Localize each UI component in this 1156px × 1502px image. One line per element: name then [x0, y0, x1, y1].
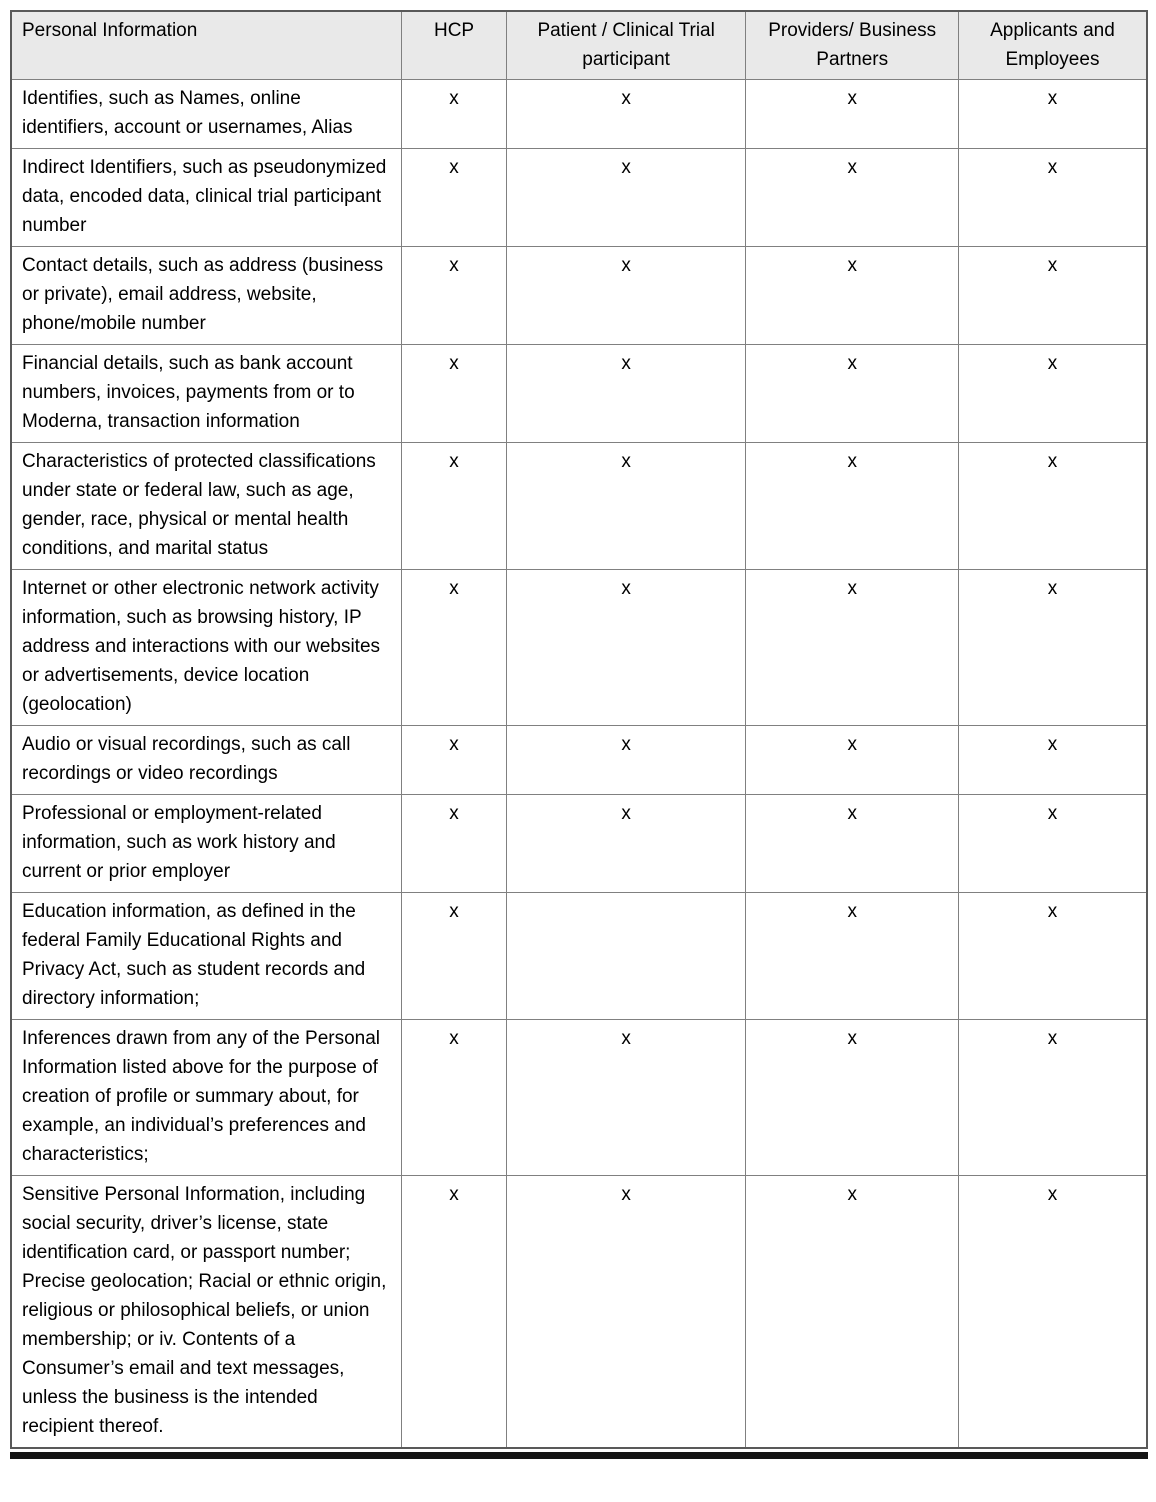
personal-information-table	[10, 10, 1148, 1449]
x-mark-cell: x	[506, 247, 746, 345]
x-mark-cell: x	[958, 345, 1147, 443]
row-label: Education information, as defined in the federal Family Educational Rights and Privacy Act, such as student records and directory information;	[11, 893, 402, 1020]
x-mark-cell: x	[958, 149, 1147, 247]
x-mark-cell: x	[402, 443, 507, 570]
x-mark-cell: x	[958, 247, 1147, 345]
header-providers-business-partners: Providers/ Business Partners	[746, 11, 958, 80]
table-body	[11, 80, 1147, 1449]
table-row	[11, 443, 1147, 570]
table-row	[11, 247, 1147, 345]
table-row	[11, 1020, 1147, 1176]
x-mark-cell: x	[746, 149, 958, 247]
x-mark-cell: x	[958, 80, 1147, 149]
table-row	[11, 893, 1147, 1020]
x-mark-cell: x	[402, 1020, 507, 1176]
row-label: Internet or other electronic network activity information, such as browsing history, IP address and interactions with our websites or advertisements, device location (geolocation)	[11, 570, 402, 726]
x-mark-cell: x	[506, 1176, 746, 1449]
x-mark-cell: x	[506, 80, 746, 149]
header-patient-clinical-trial: Patient / Clinical Trial participant	[506, 11, 746, 80]
x-mark-cell: x	[402, 149, 507, 247]
table-row	[11, 149, 1147, 247]
x-mark-cell: x	[746, 726, 958, 795]
x-mark-cell: x	[402, 80, 507, 149]
table-row	[11, 570, 1147, 726]
x-mark-cell: x	[746, 570, 958, 726]
x-mark-cell: x	[506, 1020, 746, 1176]
x-mark-cell: x	[402, 247, 507, 345]
x-mark-cell: x	[958, 1176, 1147, 1449]
row-label: Professional or employment-related information, such as work history and current or prior employer	[11, 795, 402, 893]
row-label: Characteristics of protected classifications under state or federal law, such as age, gender, race, physical or mental health conditions, and marital status	[11, 443, 402, 570]
table-row	[11, 345, 1147, 443]
x-mark-cell: x	[958, 570, 1147, 726]
header-applicants-employees: Applicants and Employees	[958, 11, 1147, 80]
x-mark-cell: x	[746, 893, 958, 1020]
x-mark-cell: x	[746, 80, 958, 149]
x-mark-cell: x	[746, 247, 958, 345]
row-label: Contact details, such as address (business or private), email address, website, phone/mobile number	[11, 247, 402, 345]
x-mark-cell: x	[402, 1176, 507, 1449]
x-mark-cell: x	[958, 893, 1147, 1020]
x-mark-cell: x	[506, 570, 746, 726]
x-mark-cell: x	[746, 345, 958, 443]
table-row	[11, 1176, 1147, 1449]
header-hcp: HCP	[402, 11, 507, 80]
x-mark-cell: x	[506, 795, 746, 893]
next-section-top-border	[10, 1452, 1148, 1459]
x-mark-cell: x	[958, 1020, 1147, 1176]
x-mark-cell: x	[506, 443, 746, 570]
table-row	[11, 795, 1147, 893]
x-mark-cell: x	[402, 726, 507, 795]
x-mark-cell: x	[958, 443, 1147, 570]
x-mark-cell: x	[746, 1176, 958, 1449]
row-label: Inferences drawn from any of the Personal Information listed above for the purpose of creation of profile or summary about, for example, an individual’s preferences and characteristics;	[11, 1020, 402, 1176]
row-label: Sensitive Personal Information, including social security, driver’s license, state identification card, or passport number; Precise geolocation; Racial or ethnic origin, religious or philosophical beliefs, or union membership; or iv. Contents of a Consumer’s email and text messages, unless the business is the intended recipient thereof.	[11, 1176, 402, 1449]
x-mark-cell: x	[506, 726, 746, 795]
x-mark-cell: x	[506, 149, 746, 247]
row-label: Indirect Identifiers, such as pseudonymized data, encoded data, clinical trial participant number	[11, 149, 402, 247]
row-label: Identifies, such as Names, online identifiers, account or usernames, Alias	[11, 80, 402, 149]
table-row	[11, 80, 1147, 149]
x-mark-cell: x	[402, 893, 507, 1020]
x-mark-cell: x	[958, 795, 1147, 893]
x-mark-cell: x	[506, 345, 746, 443]
x-mark-cell: x	[746, 1020, 958, 1176]
table-row	[11, 726, 1147, 795]
x-mark-cell: x	[958, 726, 1147, 795]
header-row	[11, 11, 1147, 80]
x-mark-cell: x	[746, 795, 958, 893]
x-mark-cell: x	[402, 795, 507, 893]
empty-mark-cell	[506, 893, 746, 1020]
x-mark-cell: x	[402, 345, 507, 443]
x-mark-cell: x	[746, 443, 958, 570]
x-mark-cell: x	[402, 570, 507, 726]
row-label: Financial details, such as bank account numbers, invoices, payments from or to Moderna, transaction information	[11, 345, 402, 443]
header-personal-information: Personal Information	[11, 11, 402, 80]
row-label: Audio or visual recordings, such as call recordings or video recordings	[11, 726, 402, 795]
